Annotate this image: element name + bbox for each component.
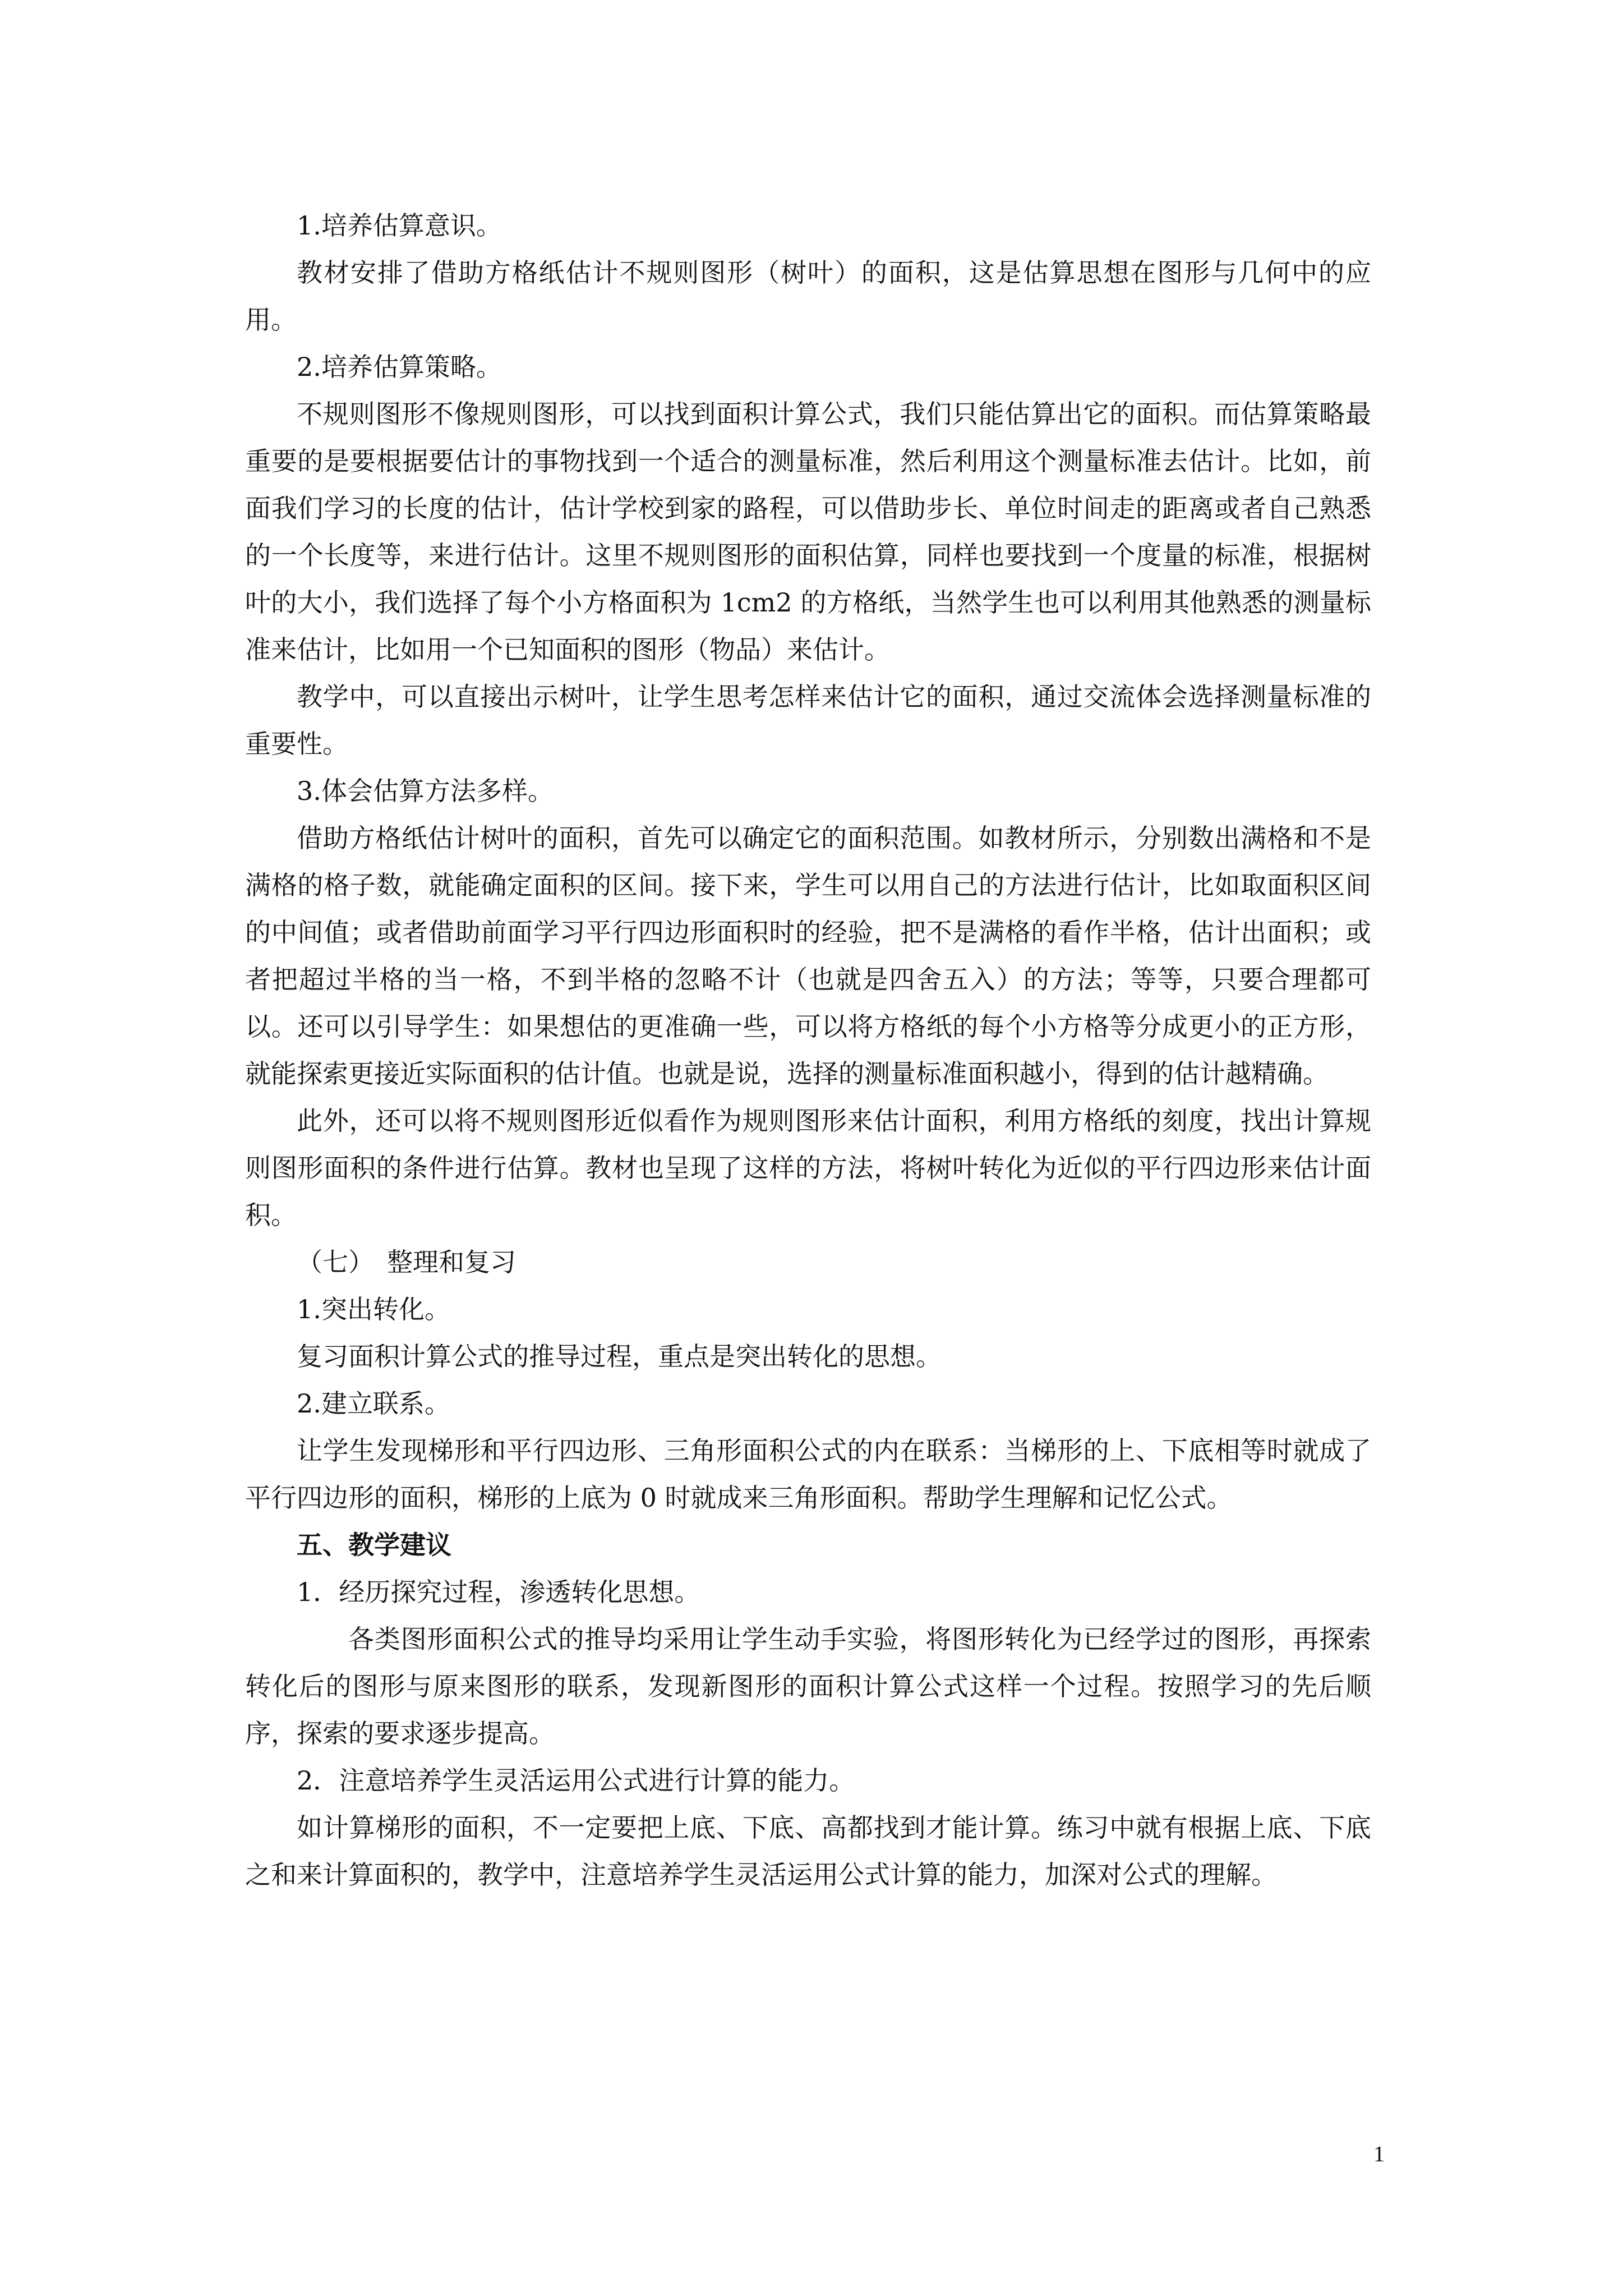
heading-build-connections: 2.建立联系。 xyxy=(297,1388,450,1419)
heading-diverse-methods: 3.体会估算方法多样。 xyxy=(297,776,554,806)
document-body xyxy=(245,202,1371,1898)
heading-inquiry-process: 1．经历探究过程，渗透转化思想。 xyxy=(297,1577,700,1607)
page-number: 1 xyxy=(1373,2141,1385,2166)
paragraph-formula-connections: 让学生发现梯形和平行四边形、三角形面积公式的内在联系：当梯形的上、下底相等时就成了平行四边形的面积，梯形的上底为 0 时就成来三角形面积。帮助学生理解和记忆公式。 xyxy=(245,1435,1371,1513)
heading-review-section: （七） 整理和复习 xyxy=(297,1247,516,1277)
heading-estimation-strategy: 2.培养估算策略。 xyxy=(297,352,502,382)
paragraph-teaching-leaf: 教学中，可以直接出示树叶，让学生思考怎样来估计它的面积，通过交流体会选择测量标准的重要性。 xyxy=(245,682,1371,759)
section-heading-teaching-suggestions: 五、教学建议 xyxy=(297,1530,451,1560)
paragraph-estimation-strategy: 不规则图形不像规则图形，可以找到面积计算公式，我们只能估算出它的面积。而估算策略最重要的是要根据要估计的事物找到一个适合的测量标准，然后利用这个测量标准去估计。比如，前面我们学习的长度的估计，估计学校到家的路程，可以借助步长、单位时间走的距离或者自己熟悉的一个长度等，来进行估计。这里不规则图形的面积估算，同样也要找到一个度量的标准，根据树叶的大小，我们选择了每个小方格面积为 1cm2 的方格纸，当然学生也可以利用其他熟悉的测量标准来估计，比如用一个已知面积的图形（物品）来估计。 xyxy=(245,399,1371,665)
paragraph-trapezoid-area: 如计算梯形的面积，不一定要把上底、下底、高都找到才能计算。练习中就有根据上底、下底之和来计算面积的，教学中，注意培养学生灵活运用公式计算的能力，加深对公式的理解。 xyxy=(245,1812,1371,1890)
heading-highlight-transform: 1.突出转化。 xyxy=(297,1294,450,1324)
paragraph-review-formula: 复习面积计算公式的推导过程，重点是突出转化的思想。 xyxy=(297,1341,942,1372)
paragraph-derivation-process: 各类图形面积公式的推导均采用让学生动手实验，将图形转化为已经学过的图形，再探索转化后的图形与原来图形的联系，发现新图形的面积计算公式这样一个过程。按照学习的先后顺序，探索的要求逐步提高。 xyxy=(245,1624,1371,1749)
paragraph-textbook-leaf: 教材安排了借助方格纸估计不规则图形（树叶）的面积，这是估算思想在图形与几何中的应用。 xyxy=(245,257,1371,335)
heading-estimation-awareness: 1.培养估算意识。 xyxy=(297,210,502,241)
heading-flexible-formulas: 2．注意培养学生灵活运用公式进行计算的能力。 xyxy=(297,1765,855,1796)
paragraph-approximate-shape: 此外，还可以将不规则图形近似看作为规则图形来估计面积，利用方格纸的刻度，找出计算规则图形面积的条件进行估算。教材也呈现了这样的方法，将树叶转化为近似的平行四边形来估计面积。 xyxy=(245,1106,1371,1230)
paragraph-grid-estimation: 借助方格纸估计树叶的面积，首先可以确定它的面积范围。如教材所示，分别数出满格和不是满格的格子数，就能确定面积的区间。接下来，学生可以用自己的方法进行估计，比如取面积区间的中间值；或者借助前面学习平行四边形面积时的经验，把不是满格的看作半格，估计出面积；或者把超过半格的当一格，不到半格的忽略不计（也就是四舍五入）的方法；等等，只要合理都可以。还可以引导学生：如果想估的更准确一些，可以将方格纸的每个小方格等分成更小的正方形，就能探索更接近实际面积的估计值。也就是说，选择的测量标准面积越小，得到的估计越精确。 xyxy=(245,823,1371,1089)
